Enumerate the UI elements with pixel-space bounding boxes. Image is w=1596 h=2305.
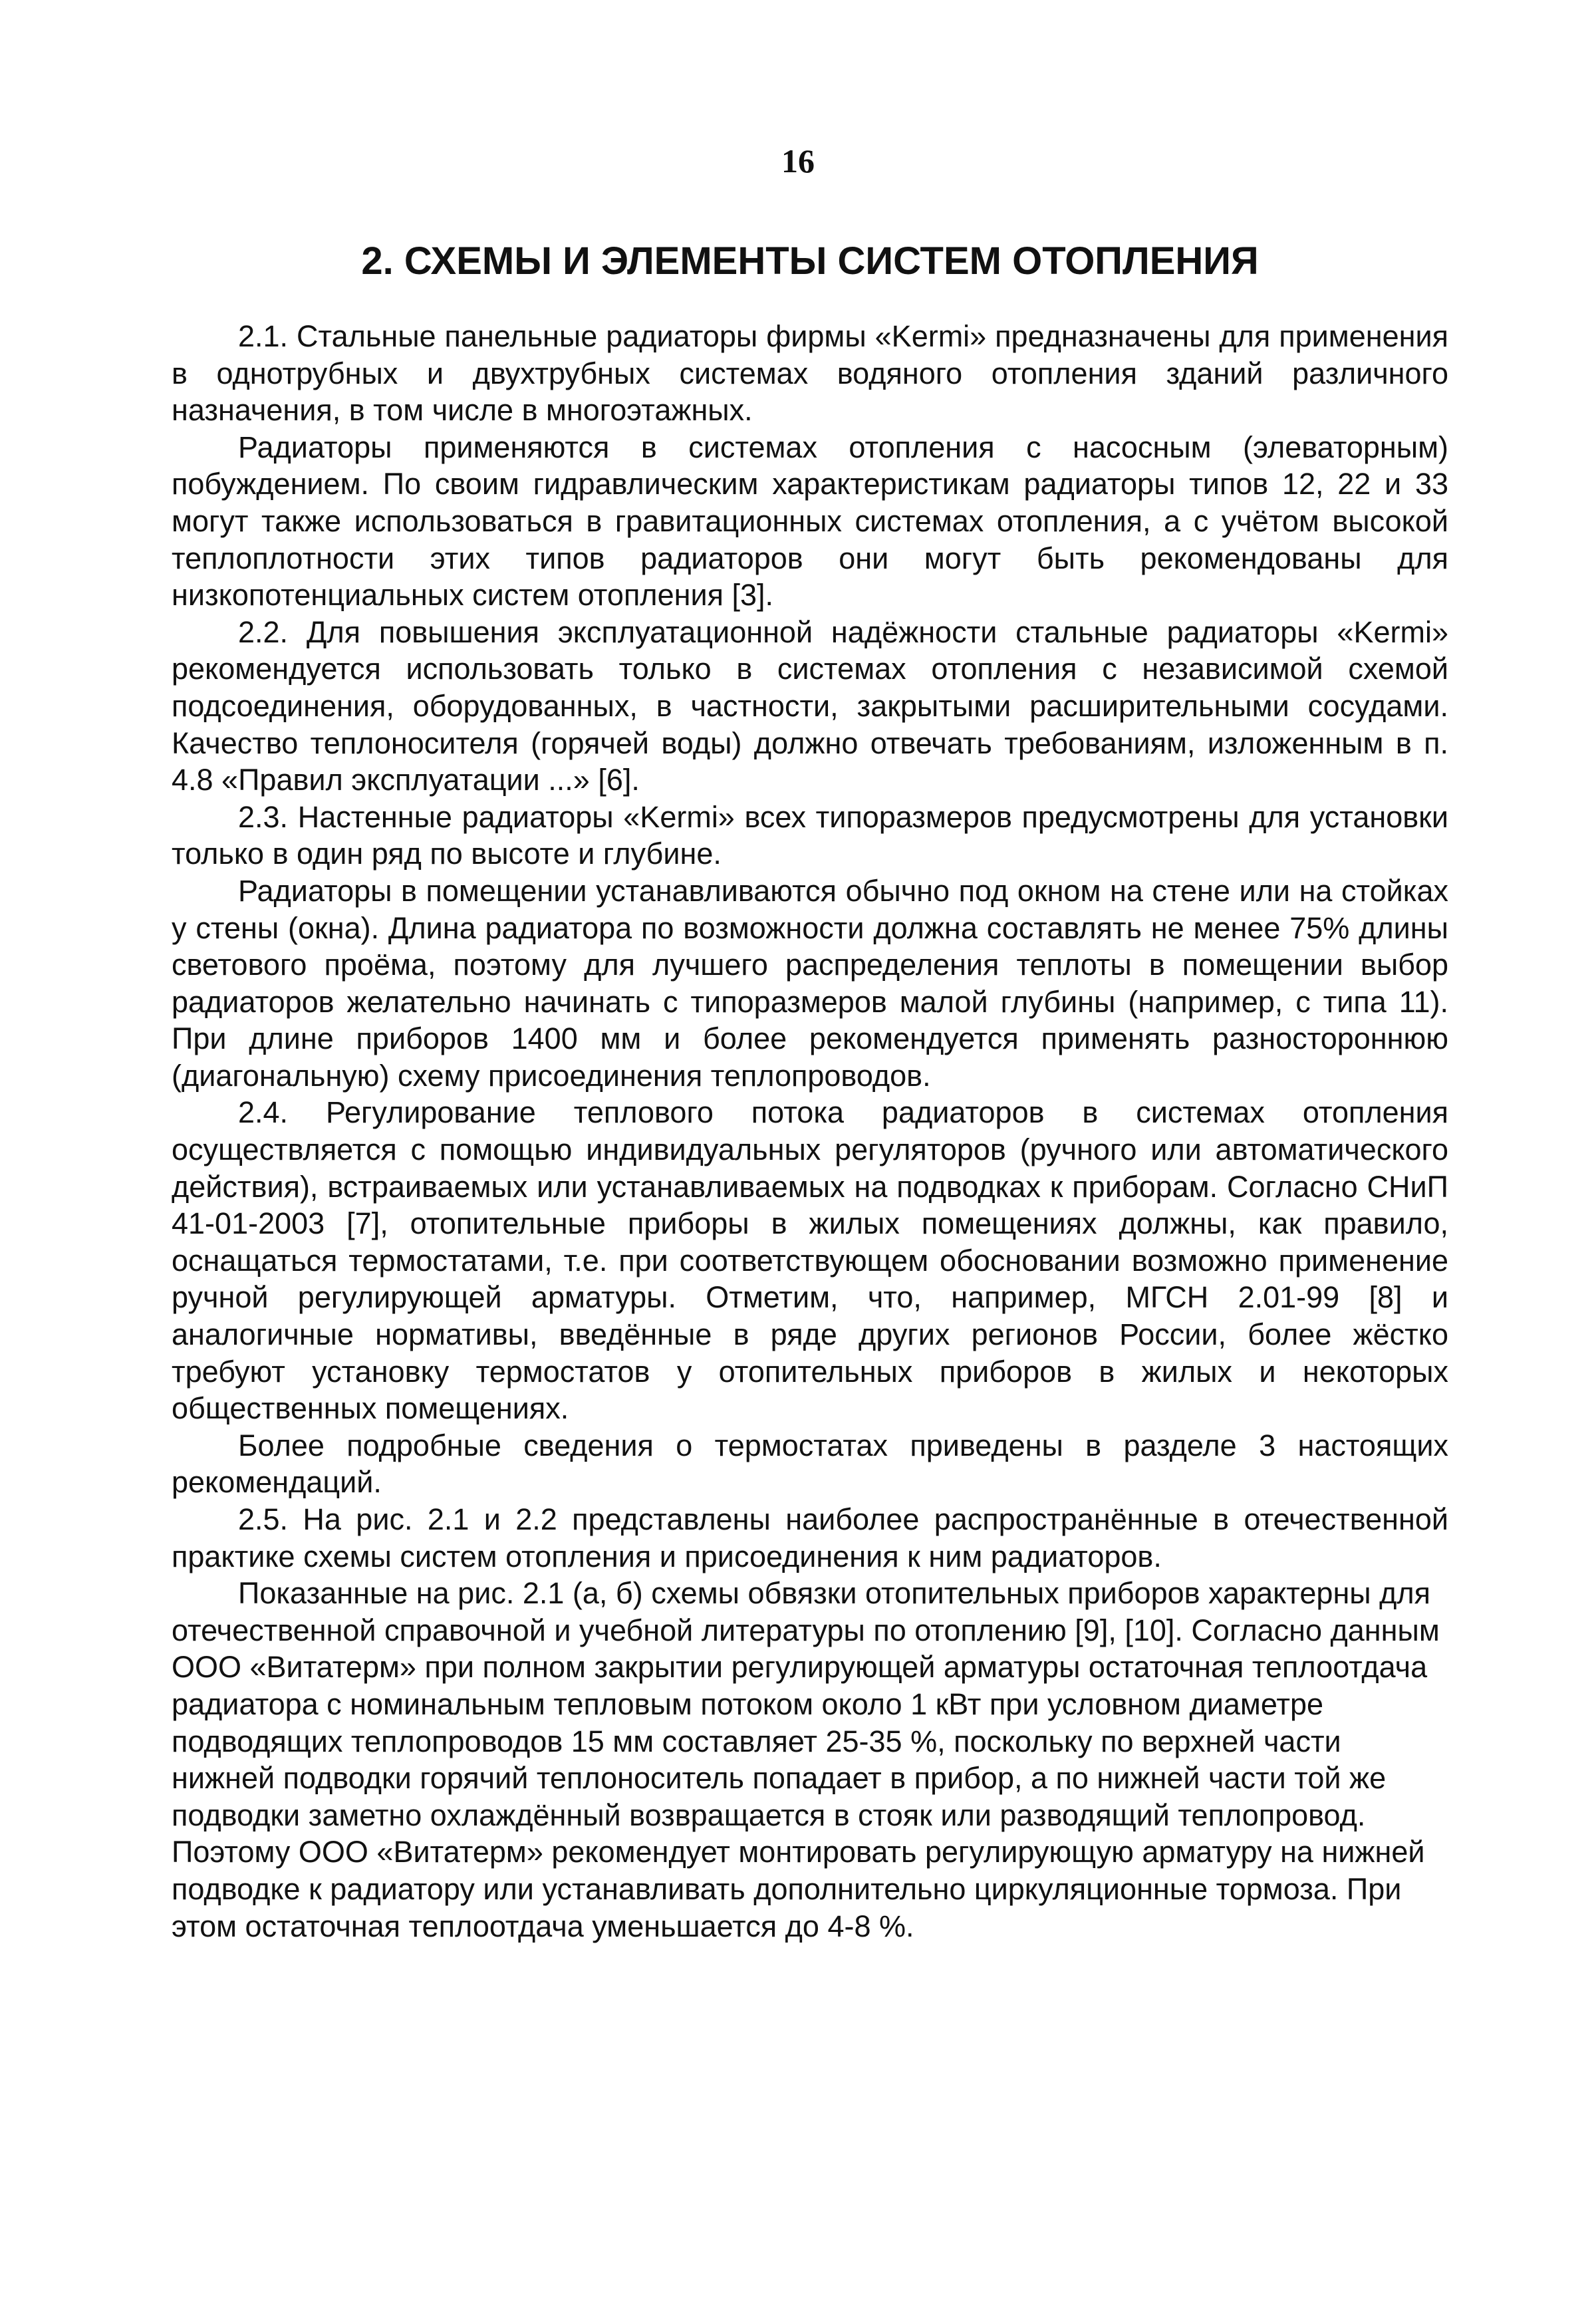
paragraph-radiators-usage: Радиаторы применяются в системах отопления с насосным (элеваторным) побуждением. По своим гидравлическим характеристикам радиаторы типов 12, 22 и 33 могут также использоваться в гравитационных системах отопления, а с учётом высокой теплоплотности этих типов радиаторов они могут быть рекомендованы для низкопотенциальных систем отопления [3]. <box>172 430 1448 612</box>
chapter-title: 2. СХЕМЫ И ЭЛЕМЕНТЫ СИСТЕМ ОТОПЛЕНИЯ <box>361 239 1259 283</box>
paragraph-2-3: 2.3. Настенные радиаторы «Kermi» всех типоразмеров предусмотрены для установки только в один ряд по высоте и глубине. <box>172 799 1448 871</box>
paragraph-thermostats-reference: Более подробные сведения о термостатах приведены в разделе 3 настоящих рекомендаций. <box>172 1428 1448 1500</box>
paragraph-2-5: 2.5. На рис. 2.1 и 2.2 представлены наиболее распространённые в отечественной практике схемы систем отопления и присоединения к ним радиаторов. <box>172 1502 1448 1573</box>
paragraph-2-2: 2.2. Для повышения эксплуатационной надёжности стальные радиаторы «Kermi» рекомендуется использовать только в системах отопления с независимой схемой подсоединения, оборудованных, в частности, закрытыми расширительными сосудами. Качество теплоносителя (горячей воды) должно отвечать требованиям, изложенным в п. 4.8 «Правил эксплуатации ...» [6]. <box>172 614 1448 797</box>
paragraph-2-4: 2.4. Регулирование теплового потока радиаторов в системах отопления осуществляется с помощью индивидуальных регуляторов (ручного или автоматического действия), встраиваемых или устанавливаемых на подводках к приборам. Согласно СНиП 41-01-2003 [7], отопительные приборы в жилых помещениях должны, как правило, оснащаться термостатами, т.е. при соответствующем обосновании возможно применение ручной регулирующей арматуры. Отметим, что, например, МГСН 2.01-99 [8] и аналогичные нормативы, введённые в ряде других регионов России, более жёстко требуют установку термостатов у отопительных приборов в жилых и некоторых общественных помещениях. <box>172 1095 1448 1426</box>
paragraph-2-1: 2.1. Стальные панельные радиаторы фирмы «Kermi» предназначены для применения в однотрубных и двухтрубных системах водяного отопления зданий различного назначения, в том числе в многоэтажных. <box>172 319 1448 428</box>
body-text <box>172 318 1448 1945</box>
paragraph-piping-schemes: Показанные на рис. 2.1 (а, б) схемы обвязки отопительных приборов характерны для отечественной справочной и учебной литературы по отоплению [9], [10]. Согласно данным ООО «Витатерм» при полном закрытии регулирующей арматуры остаточная теплоотдача радиатора с номинальным тепловым потоком около 1 кВт при условном диаметре подводящих теплопроводов 15 мм составляет 25-35 %, поскольку по верхней части нижней подводки горячий теплоноситель попадает в прибор, а по нижней части той же подводки заметно охлаждённый возвращается в стояк или разводящий теплопровод. Поэтому ООО «Витатерм» рекомендует монтировать регулирующую арматуру на нижней подводке к радиатору или устанавливать дополнительно циркуляционные тормоза. При этом остаточная теплоотдача уменьшается до 4-8 %. <box>172 1576 1440 1943</box>
paragraph-radiator-placement: Радиаторы в помещении устанавливаются обычно под окном на стене или на стойках у стены (окна). Длина радиатора по возможности должна составлять не менее 75% длины светового проёма, поэтому для лучшего распределения теплоты в помещении выбор радиаторов желательно начинать с типоразмеров малой глубины (например, с типа 11). При длине приборов 1400 мм и более рекомендуется применять разностороннюю (диагональную) схему присоединения теплопроводов. <box>172 873 1448 1093</box>
page-number: 16 <box>781 142 815 180</box>
